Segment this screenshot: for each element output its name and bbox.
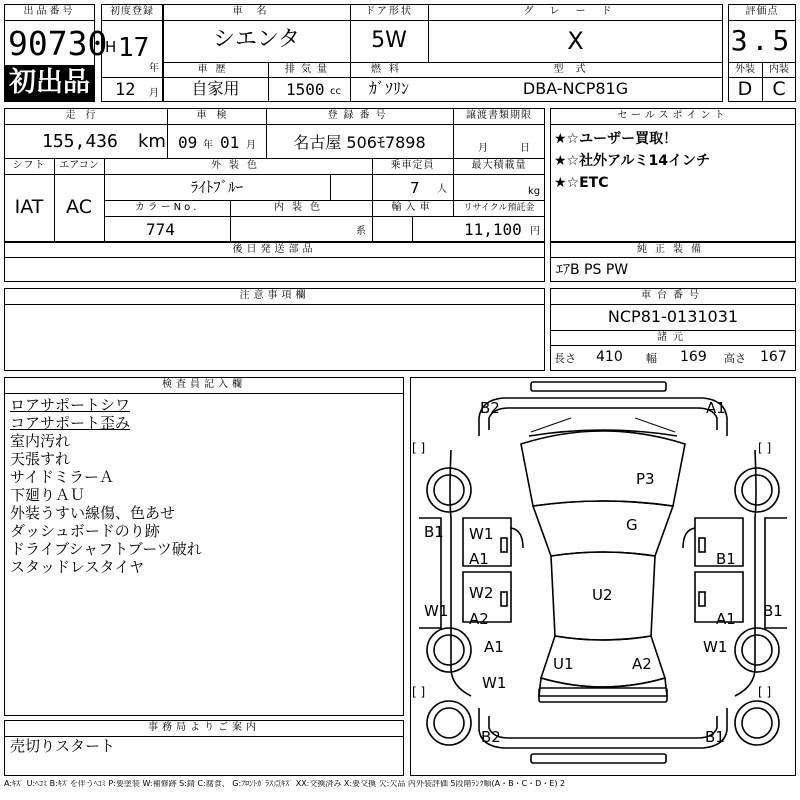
mark-windshield: G bbox=[626, 516, 638, 534]
air-conditioner: AC bbox=[66, 196, 92, 218]
score-label: 評価点 bbox=[745, 6, 779, 17]
door-type-label: ドア形状 bbox=[365, 6, 413, 17]
year-unit: 年 bbox=[149, 63, 159, 74]
chassis-number: NCP81-0131031 bbox=[607, 307, 739, 326]
inspection-label: 車検 bbox=[196, 110, 237, 121]
mark-left-rear-a: A1 bbox=[484, 638, 504, 656]
first-listing-badge-text: 初出品 bbox=[9, 67, 90, 98]
inspector-notes-label: 検査員記入欄 bbox=[162, 379, 246, 390]
inspector-note: 下廻りＡＵ bbox=[10, 486, 86, 504]
mark-left-rear-w: W1 bbox=[482, 674, 507, 692]
displacement-unit: cc bbox=[330, 86, 341, 97]
max-load-label: 最大積載量 bbox=[471, 160, 527, 171]
transfer-deadline-label: 譲渡書類期限 bbox=[466, 110, 532, 121]
inspector-note: ダッシュボードのり跡 bbox=[10, 522, 160, 540]
mark-rear-a: A2 bbox=[632, 655, 652, 673]
capacity-label: 乗車定員 bbox=[390, 160, 435, 171]
hood-panel bbox=[521, 431, 685, 506]
bracket-left-bottom: [ ] bbox=[412, 685, 426, 699]
displacement-label: 排気量 bbox=[285, 64, 333, 75]
mark-right-side: B1 bbox=[763, 602, 783, 620]
damage-diagram bbox=[411, 378, 795, 775]
mark-left-rear-side: W1 bbox=[424, 602, 449, 620]
inspector-note: スタッドレスタイヤ bbox=[10, 558, 145, 576]
reg-month: 12 bbox=[115, 80, 136, 100]
rear-inner-line bbox=[489, 716, 717, 738]
mileage-label: 走行 bbox=[65, 110, 106, 121]
first-reg-label: 初度登録 bbox=[110, 6, 154, 17]
length-label: 長さ bbox=[554, 352, 576, 365]
mark-lf-door-w: W1 bbox=[469, 525, 494, 543]
registration-number: 名古屋 506ﾓ7898 bbox=[293, 133, 426, 152]
height: 167 bbox=[760, 349, 787, 365]
left-mirror-line bbox=[511, 528, 523, 548]
mark-rear-right: B1 bbox=[705, 728, 725, 746]
sales-point: ★☆社外アルミ14インチ bbox=[554, 153, 711, 169]
legend: A:ｷｽﾞ U:ﾍｺﾐ B:ｷｽﾞを伴うﾍｺﾐ P:要塗装 W:補修跡 S:錆 C:腐食、 G:ﾌﾛﾝﾄｶﾞﾗｽ点ｷｽﾞ XX:交換済み X:要交換 欠:欠品 内外装評価 5段階ﾗﾝｸ順(A・B・C・D・E) 2 bbox=[4, 780, 566, 788]
lot-number-label: 出品番号 bbox=[23, 6, 76, 17]
import-label: 輸入車 bbox=[391, 202, 434, 213]
grade-label: グレード bbox=[523, 6, 628, 17]
ext-color-label: 外装色 bbox=[211, 160, 265, 171]
caution-label: 注意事項欄 bbox=[239, 290, 310, 301]
capacity-unit: 人 bbox=[437, 184, 447, 195]
rear-bumper-strip bbox=[531, 754, 666, 763]
front-inner-line bbox=[489, 408, 717, 430]
score: 3.5 bbox=[730, 24, 794, 57]
sales-point: ★☆ETC bbox=[554, 175, 609, 191]
dimensions-label: 諸元 bbox=[657, 332, 689, 343]
height-label: 高さ bbox=[724, 352, 746, 365]
car-name: シエンタ bbox=[212, 27, 301, 52]
mark-front-left: B2 bbox=[480, 399, 500, 417]
int-color-label: 内装色 bbox=[274, 202, 328, 213]
inspection-month-unit: 月 bbox=[246, 140, 256, 151]
displacement: 1500 bbox=[286, 80, 325, 99]
recycle-unit: 円 bbox=[530, 226, 540, 237]
capacity: 7 bbox=[410, 179, 420, 197]
reg-year: 17 bbox=[118, 33, 150, 63]
inspector-notes-list bbox=[10, 396, 400, 576]
registration-label: 登録番号 bbox=[327, 110, 392, 121]
chassis-label: 車台番号 bbox=[641, 290, 705, 301]
right-mirror-line bbox=[683, 528, 695, 548]
lot-number: 90730 bbox=[8, 24, 108, 63]
sales-points-label: セールスポイント bbox=[617, 110, 729, 121]
interior-label: 内装 bbox=[769, 64, 789, 75]
mark-lf-door-a: A1 bbox=[469, 550, 489, 568]
office-message: 売切りスタート bbox=[10, 737, 116, 755]
recycle-label: リサイクル預託金 bbox=[463, 203, 535, 213]
ext-color: ﾗｲﾄﾌﾞﾙｰ bbox=[190, 178, 244, 196]
shift-label: シフト bbox=[12, 160, 46, 171]
history-label: 車歴 bbox=[197, 64, 234, 75]
rear-garnish bbox=[539, 688, 667, 702]
bracket-right-bottom: [ ] bbox=[758, 685, 772, 699]
interior-grade: C bbox=[772, 78, 786, 100]
later-parts-label: 後日発送部品 bbox=[232, 244, 317, 255]
mark-hood: P3 bbox=[636, 470, 655, 488]
front-bumper-strip bbox=[531, 382, 666, 391]
transfer-day-unit: 日 bbox=[520, 143, 530, 154]
mark-lr-door-a: A2 bbox=[469, 610, 489, 628]
mark-left-fender: B1 bbox=[424, 523, 444, 541]
door-type: 5W bbox=[371, 28, 407, 53]
sales-point: ★☆ユーザー買取！ bbox=[554, 131, 678, 147]
ac-label: エアコン bbox=[59, 160, 99, 171]
month-unit: 月 bbox=[149, 88, 159, 99]
exterior-grade: D bbox=[737, 78, 753, 100]
model-label: 型式 bbox=[553, 64, 598, 75]
rear-gate-panel bbox=[539, 678, 667, 696]
inspector-note: 外装うすい線傷、色あせ bbox=[10, 504, 176, 522]
mark-roof: U2 bbox=[592, 586, 613, 604]
width: 169 bbox=[680, 349, 707, 365]
mileage: 155,436 bbox=[42, 131, 118, 152]
car-name-label: 車名 bbox=[232, 6, 281, 17]
color-no-label: カラーNo. bbox=[134, 202, 200, 213]
inspector-note: ドライブシャフトブーツ破れ bbox=[10, 540, 202, 558]
mark-lr-door-w: W2 bbox=[469, 584, 494, 602]
mark-right-rear-a: A1 bbox=[716, 610, 736, 628]
bracket-left-top: [ ] bbox=[412, 441, 426, 455]
length: 410 bbox=[596, 349, 623, 365]
fuel-label: 燃料 bbox=[371, 64, 407, 75]
bracket-right-top: [ ] bbox=[758, 441, 772, 455]
inspector-note: コアサポート歪み bbox=[10, 414, 131, 432]
mileage-unit: km bbox=[138, 131, 166, 152]
transfer-month-unit: 月 bbox=[478, 143, 488, 154]
mark-right-rear-w: W1 bbox=[703, 638, 728, 656]
width-label: 幅 bbox=[646, 352, 657, 365]
fuel: ｶﾞｿﾘﾝ bbox=[368, 79, 409, 98]
windshield-panel bbox=[533, 501, 673, 556]
mark-rear-u: U1 bbox=[553, 655, 574, 673]
color-no: 774 bbox=[146, 220, 175, 239]
inspection-year-unit: 年 bbox=[203, 140, 213, 151]
max-load-unit: kg bbox=[528, 186, 541, 197]
office-label: 事務局よりご案内 bbox=[148, 722, 260, 733]
shift: IAT bbox=[14, 196, 44, 218]
era-letter: H bbox=[105, 38, 117, 56]
inspector-note: ロアサポートシワ bbox=[10, 396, 131, 414]
mark-rear-left: B2 bbox=[481, 728, 501, 746]
model-code: DBA-NCP81G bbox=[522, 79, 629, 98]
equipment-label: 純正装備 bbox=[637, 244, 709, 255]
rear-outline bbox=[479, 708, 727, 748]
equipment-value: ｴｱB PS PW bbox=[556, 262, 629, 278]
inspector-note: 天張すれ bbox=[10, 450, 71, 468]
mark-front-right: A1 bbox=[706, 399, 726, 417]
inspector-note: 室内汚れ bbox=[10, 432, 71, 450]
inspector-note: サイドミラーＡ bbox=[10, 468, 114, 486]
inspection-month: 01 bbox=[220, 133, 240, 152]
mark-right-front-door: B1 bbox=[716, 550, 736, 568]
grade: X bbox=[567, 27, 584, 55]
int-color-unit: 系 bbox=[356, 226, 366, 237]
inspection-year: 09 bbox=[178, 133, 198, 152]
history: 自家用 bbox=[191, 79, 240, 98]
recycle-fee: 11,100 bbox=[464, 220, 522, 239]
exterior-label: 外装 bbox=[735, 64, 755, 75]
